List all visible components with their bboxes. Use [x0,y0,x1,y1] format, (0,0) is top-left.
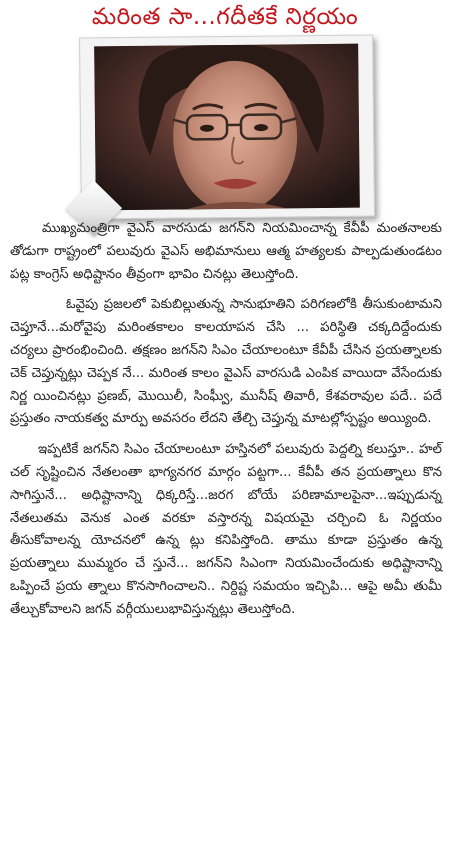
paragraph: ముఖ్యమంత్రిగా వైఎస్ వారసుడు జగన్‌ని నియమించాన్న కేవీపీ మంతనాలకు తోడుగా రాష్ట్రంలో పలువురు వైఎస్ అభిమానులు ఆత్మ హత్యలకు పాల్పడుతుండటం పట్ల కాంగ్రెస్ అధిష్టానం తీవ్రంగా భావిం చినట్లు తెలుస్తోంది. [10,221,442,282]
headline: మరింత సా...గదీతకే నిర్ణయం [91,4,359,30]
portrait-photo [94,44,360,211]
paragraph: ఓవైపు ప్రజలలో పెకుబిల్లుతున్న సానుభూతిని పరిగణలోకి తీసుకుంటామని చెప్తూనే...మరోవైపు మరింతకాలం కాలయాపన చేసి ... పరిస్థితి చక్కదిద్దేందుకు చర్యలు ప్రారంభించింది. తక్షణం జగన్‌ని సిఎం చేయాలంటూ కేవీపీ చేసిన ప్రయత్నాలకు చెక్ చెప్తున్నట్లు చెప్పక నే... మరింత కాలం వైఎస్ వారసుడి ఎంపిక వాయిదా వేసేందుకు నిర్ణ యించినట్లు ప్రణబ్, మొయిలీ, సింఘ్వీ, మునీష్ తివారీ, కేశవరావుల పదే.. పదే ప్రస్తుతం నాయకత్వ మార్పు అవసరం లేదని తేల్చి చెప్తున్న మాటల్లోస్పష్టం అయ్యింది. [10,297,442,427]
paragraph: ఇప్పటికే జగన్‌ని సిఎం చేయాలంటూ హస్తినలో పలువురు పెద్దల్ని కలుస్తూ.. హల్ చల్ సృష్టించిన నేతలంతా భాగ్యనగర మార్గం పట్టగా... కేవీపీ తన ప్రయత్నాలు కొన సాగిస్తునే... అధిష్టానాన్ని ధిక్కరిస్తే...జరగ బోయే పరిణామాలపైనా...ఇప్పుడున్న నేతలుతమ వెనుక ఎంత వరకూ వస్తారన్న విషయమై చర్చించి ఓ నిర్ణయం తీసుకోవాలన్న యోచనలో ఉన్న ట్లు కనిపిస్తోంది. తాము కూడా ప్రస్తుతం ఉన్న ప్రయత్నాలు ముమ్మరం చే స్తునే... జగన్‌ని సిఎంగా నియమించేందుకు అధిష్టానాన్ని ఒప్పించే ప్రయ త్నాలు కొనసాగించాలని.. నిర్దిష్ట సమయం ఇచ్చిపి... ఆపై అమీ తుమీ తేల్చుకోవాలని జగన్ వర్గీయులుభావిస్తున్నట్లు తెలుస్తోంది. [10,442,442,617]
article-body [10,218,442,630]
portrait-illustration [94,44,360,211]
photo-frame [79,34,375,219]
